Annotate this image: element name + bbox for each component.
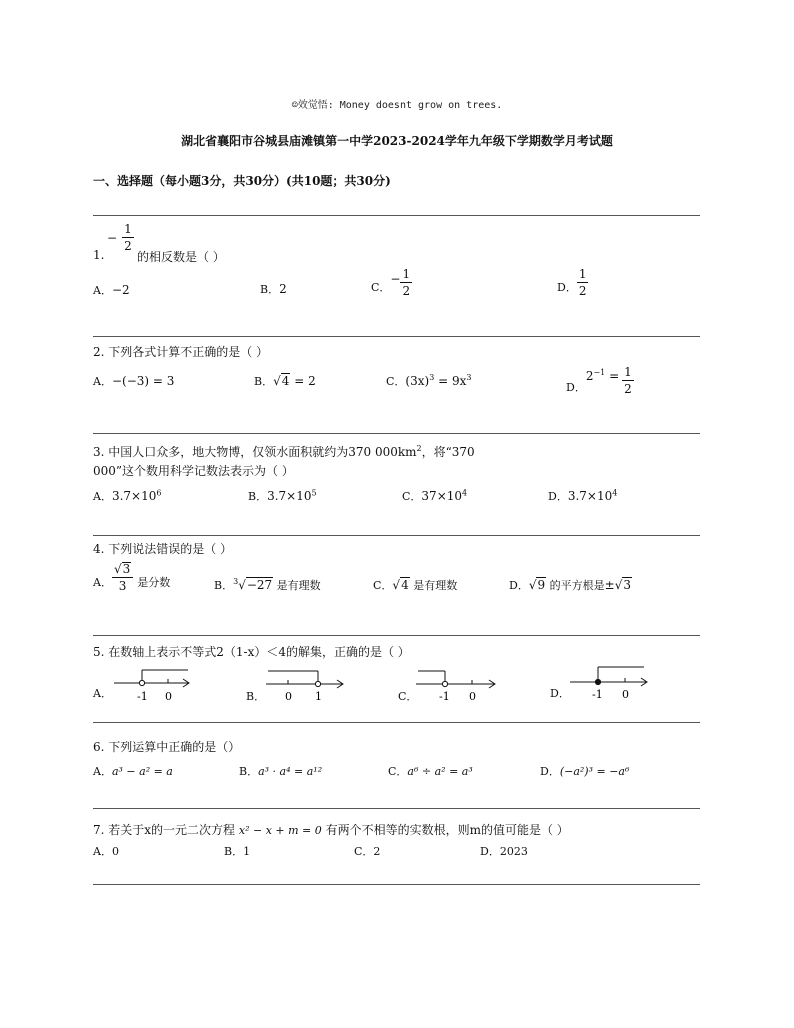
q5-option-d-number-line[interactable] <box>566 662 654 702</box>
q7-option-c[interactable]: C．2 <box>354 845 381 858</box>
question-1-text: 的相反数是（ ） <box>137 250 225 264</box>
divider <box>93 336 700 337</box>
q4-option-a[interactable]: A． √ 3 3 是分数 <box>93 562 171 593</box>
question-1-number: 1. <box>93 248 105 262</box>
tick-label: 0 <box>285 690 292 703</box>
q5-option-b-number-line[interactable] <box>262 664 348 704</box>
question-7-text: 7. 若关于x的一元二次方程 x² − x + m = 0 有两个不相等的实数根，则m的值可能是（ ） <box>93 823 569 837</box>
question-6-text: 6. 下列运算中正确的是（） <box>93 740 241 754</box>
tick-label: -1 <box>137 690 148 703</box>
q7-option-d[interactable]: D．2023 <box>480 845 528 858</box>
q5-option-d-label[interactable]: D． <box>550 687 570 700</box>
q7-option-a[interactable]: A．0 <box>93 845 119 858</box>
divider <box>93 215 700 216</box>
q5-option-a-label[interactable]: A． <box>93 687 112 700</box>
q4-option-b[interactable]: B．$^3$√ −27 是有理数 <box>214 577 321 592</box>
q5-option-b-label[interactable]: B． <box>246 690 266 703</box>
q1-option-d[interactable]: D． $\frac{1}{2}$ <box>557 267 587 298</box>
q5-option-a-number-line[interactable] <box>110 664 196 704</box>
question-3-text: 3. 中国人口众多，地大物博，仅领水面积就约为370 $000km^2$，将“370 <box>93 444 475 459</box>
question-1-fraction: − $\frac{1}{2}$ <box>107 222 132 253</box>
question-4-text: 4. 下列说法错误的是（ ） <box>93 542 233 556</box>
q2-option-d[interactable]: D． $2^{-1}$ = $\frac{1}{2}$ <box>566 365 632 396</box>
q3-option-d[interactable]: D．$3.7\times 10^4$ <box>548 488 618 503</box>
q4-option-c[interactable]: C．√ 4 是有理数 <box>373 578 458 592</box>
section-heading: 一、选择题（每小题3分，共30分）(共10题；共30分) <box>93 174 391 188</box>
question-5-text: 5. 在数轴上表示不等式2（1-x）＜4的解集，正确的是（ ） <box>93 645 410 659</box>
q1-option-b[interactable]: B．2 <box>260 282 287 296</box>
q4-option-d[interactable]: D．√ 9 的平方根是±√ 3 <box>509 578 631 592</box>
q2-option-a[interactable]: A．−(−3) = 3 <box>93 374 175 388</box>
divider <box>93 635 700 636</box>
tick-label: -1 <box>439 690 450 703</box>
watermark: ☺效觉悟: Money doesnt grow on trees. <box>291 100 503 111</box>
q2-option-c[interactable]: C．$(3x)^3 = 9x^3$ <box>386 373 472 388</box>
q3-option-c[interactable]: C．$37\times 10^4$ <box>402 488 468 503</box>
q6-option-c[interactable]: C．a⁶ ÷ a² = a³ <box>388 765 473 778</box>
tick-label: 0 <box>469 690 476 703</box>
tick-label: 0 <box>622 688 629 701</box>
divider <box>93 535 700 536</box>
q1-option-c[interactable]: C． − $\frac{1}{2}$ <box>371 267 411 298</box>
q7-option-b[interactable]: B．1 <box>224 845 251 858</box>
page-title: 湖北省襄阳市谷城县庙滩镇第一中学2023-2024学年九年级下学期数学月考试题 <box>181 134 613 148</box>
tick-label: 0 <box>165 690 172 703</box>
question-3-text-cont: 000”这个数用科学记数法表示为（ ） <box>93 464 294 478</box>
q5-option-c-number-line[interactable] <box>412 664 502 704</box>
q6-option-a[interactable]: A．a³ − a² = a <box>93 765 173 778</box>
q3-option-a[interactable]: A．$3.7\times 10^6$ <box>93 488 162 503</box>
q2-option-b[interactable]: B．√ 4 = 2 <box>254 374 316 388</box>
q6-option-b[interactable]: B．a³ · a⁴ = a¹² <box>239 765 323 778</box>
tick-label: -1 <box>592 688 603 701</box>
tick-label: 1 <box>315 690 322 703</box>
q1-option-a[interactable]: A．−2 <box>93 283 130 297</box>
q3-option-b[interactable]: B．$3.7\times 10^5$ <box>248 488 317 503</box>
divider <box>93 722 700 723</box>
q5-option-c-label[interactable]: C． <box>398 690 418 703</box>
question-2-text: 2. 下列各式计算不正确的是（ ） <box>93 345 269 359</box>
divider <box>93 884 700 885</box>
q6-option-d[interactable]: D．(−a²)³ = −a⁶ <box>540 765 630 778</box>
divider <box>93 433 700 434</box>
divider <box>93 808 700 809</box>
